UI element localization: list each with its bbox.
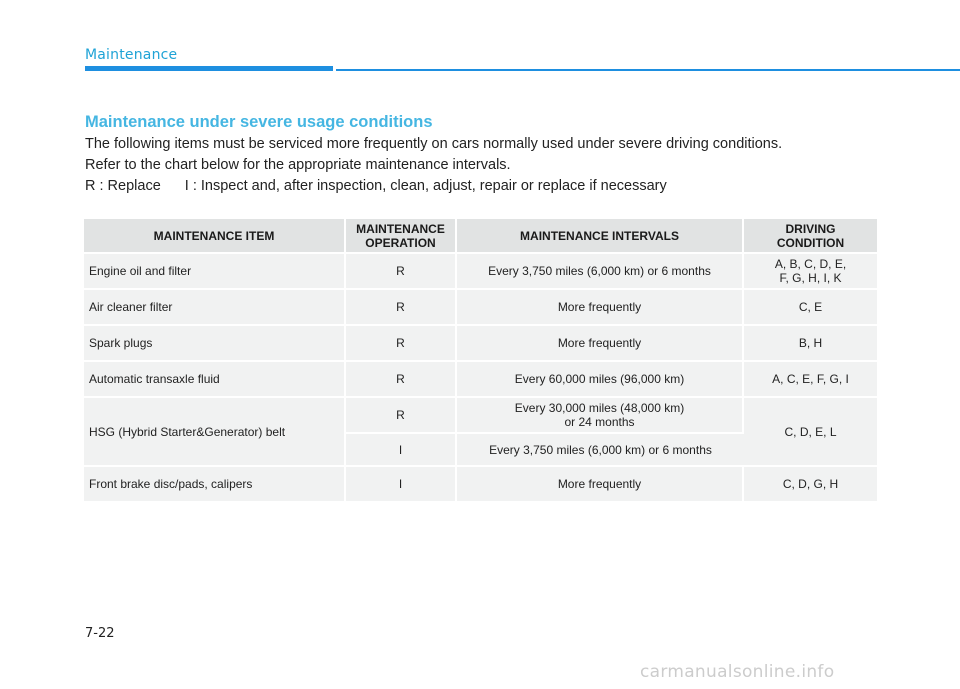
watermark: carmanualsonline.info — [640, 662, 835, 682]
cell-interval: Every 3,750 miles (6,000 km) or 6 months — [457, 254, 744, 290]
cell-condition-line2: F, G, H, I, K — [779, 271, 842, 285]
cell-condition: C, D, E, L — [744, 398, 877, 467]
cell-operation: I — [346, 434, 457, 467]
header-intervals: MAINTENANCE INTERVALS — [457, 219, 744, 254]
header-condition — [744, 219, 877, 254]
page-number: 7-22 — [85, 626, 115, 641]
cell-operation: I — [346, 467, 457, 503]
cell-item: Front brake disc/pads, calipers — [84, 467, 346, 503]
header-operation-line1: MAINTENANCE — [356, 221, 445, 236]
legend-inspect: I : Inspect and, after inspection, clean, adjust, repair or replace if necessary — [184, 178, 667, 194]
legend-replace: R : Replace — [85, 178, 161, 194]
cell-item: Automatic transaxle fluid — [84, 362, 346, 398]
table-row — [84, 362, 877, 398]
section-label: Maintenance — [85, 47, 178, 63]
intro-paragraph: The following items must be serviced more frequently on cars normally used under severe driving conditions. — [85, 136, 783, 152]
cell-condition — [744, 254, 877, 290]
table-row — [84, 467, 877, 503]
table-row — [84, 290, 877, 326]
cell-interval: Every 3,750 miles (6,000 km) or 6 months — [457, 434, 744, 467]
cell-operation: R — [346, 362, 457, 398]
cell-interval: More frequently — [457, 326, 744, 362]
cell-condition: C, E — [744, 290, 877, 326]
header-item: MAINTENANCE ITEM — [84, 219, 346, 254]
cell-condition: C, D, G, H — [744, 467, 877, 503]
table-row — [84, 254, 877, 290]
cell-condition: A, C, E, F, G, I — [744, 362, 877, 398]
cell-interval: More frequently — [457, 467, 744, 503]
cell-interval-line2: or 24 months — [564, 415, 635, 429]
maintenance-table — [84, 219, 877, 503]
header-operation — [346, 219, 457, 254]
cell-interval: Every 60,000 miles (96,000 km) — [457, 362, 744, 398]
cell-item: Air cleaner filter — [84, 290, 346, 326]
cell-operation: R — [346, 326, 457, 362]
cell-interval-line1: Every 30,000 miles (48,000 km) — [514, 401, 685, 415]
header-rule — [336, 69, 960, 71]
cell-item: HSG (Hybrid Starter&Generator) belt — [84, 398, 346, 467]
header-condition-line2: CONDITION — [776, 235, 845, 250]
header-operation-line2: OPERATION — [365, 235, 436, 250]
table-header-row — [84, 219, 877, 254]
cell-interval — [457, 398, 744, 434]
cell-item: Spark plugs — [84, 326, 346, 362]
legend-line — [85, 178, 667, 194]
cell-item: Engine oil and filter — [84, 254, 346, 290]
cell-interval: More frequently — [457, 290, 744, 326]
table-row — [84, 398, 877, 434]
table-row — [84, 326, 877, 362]
cell-operation: R — [346, 254, 457, 290]
header-rule-accent — [85, 66, 333, 71]
cell-operation: R — [346, 398, 457, 434]
cell-condition-line1: A, B, C, D, E, — [774, 257, 847, 271]
header-condition-line1: DRIVING — [785, 221, 836, 236]
section-heading: Maintenance under severe usage conditions — [85, 113, 433, 131]
intro-paragraph-2: Refer to the chart below for the appropriate maintenance intervals. — [85, 157, 511, 173]
cell-condition: B, H — [744, 326, 877, 362]
cell-operation: R — [346, 290, 457, 326]
